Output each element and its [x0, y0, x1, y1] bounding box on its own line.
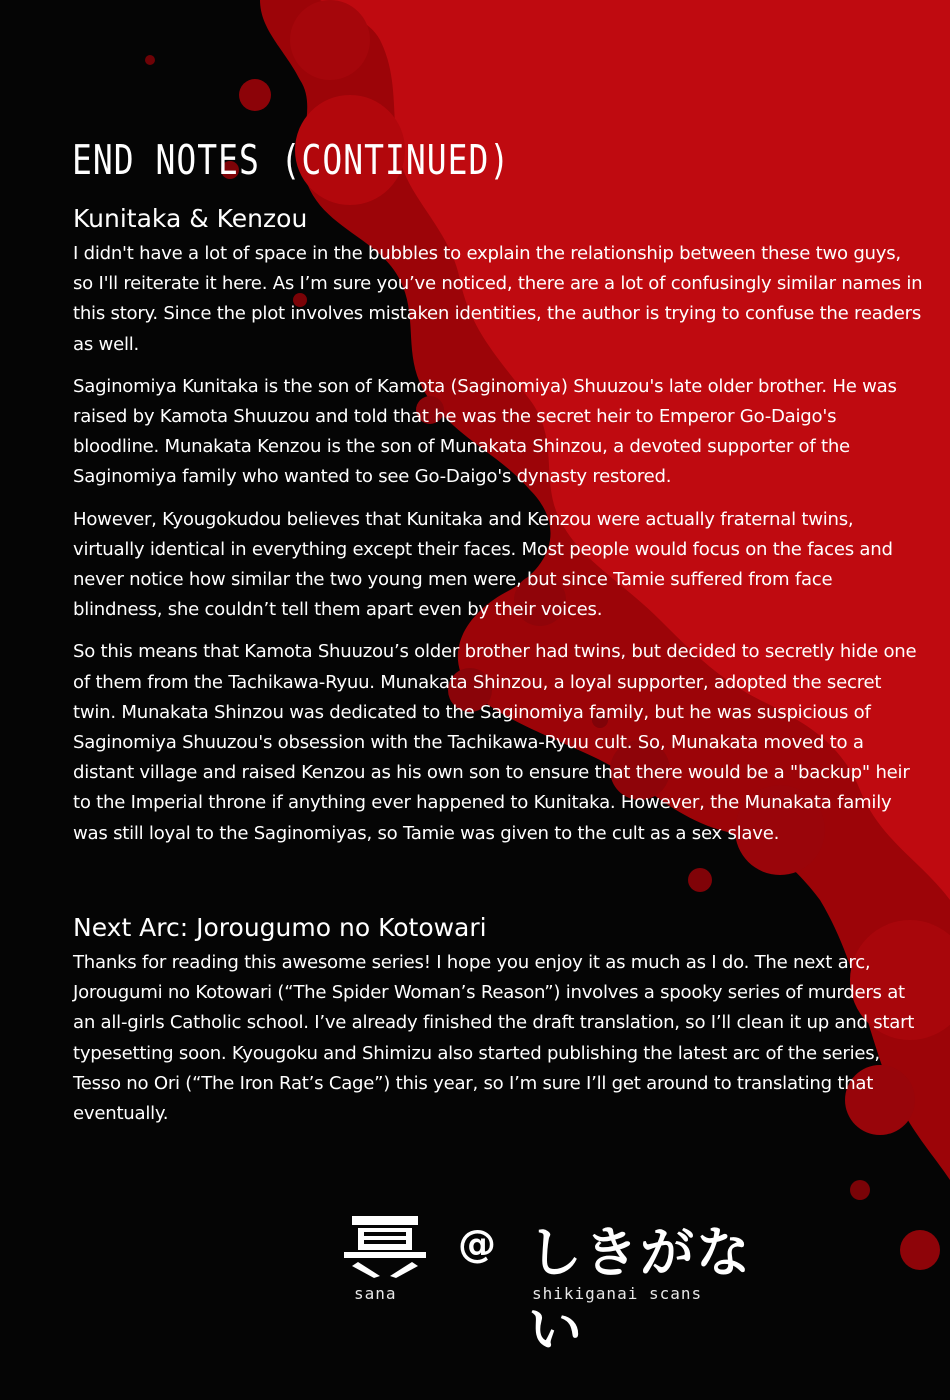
blood-drop [688, 868, 712, 892]
paragraph: However, Kyougokudou believes that Kunitaka and Kenzou were actually fraternal twins, virtually identical in everything except their faces. Most people would focus on the faces and never notice how similar the two young men were, but since Tamie suffered from face blindness, she couldn’t tell them apart even by their voices. [73, 508, 893, 621]
blood-drop [850, 1180, 870, 1200]
blood-drop [145, 55, 155, 65]
paragraph: I didn't have a lot of space in the bubbles to explain the relationship between these two guys, so I'll reiterate it here. As I’m sure you’ve noticed, there are a lot of confusingly similar names in this story. Since the plot involves mistaken identities, the author is trying to confuse the readers as well. [73, 243, 923, 355]
page-title: END NOTES (CONTINUED) [72, 135, 511, 184]
blood-drop [290, 0, 370, 80]
section-heading: Kunitaka & Kenzou [73, 204, 308, 233]
credits [340, 1210, 800, 1361]
section-heading: Next Arc: Jorougumo no Kotowari [73, 913, 487, 942]
group-logo: しきがない [528, 1221, 752, 1361]
translator-name: sana [354, 1284, 397, 1303]
blood-drop [900, 1230, 940, 1270]
group-name: shikiganai scans [532, 1284, 703, 1303]
paragraph: Thanks for reading this awesome series! I hope you enjoy it as much as I do. The next arc, Jorougumi no Kotowari (“The Spider Woman’s Reason”) involves a spooky series of murders at an all-girls Catholic school. I’ve already finished the draft translation, so I’ll clean it up and start typesetting soon. Kyougoku and Shimizu also started publishing the latest arc of the series, Tesso no Ori (“The Iron Rat’s Cage”) this year, so I’m sure I’ll get around to translating that eventually. [73, 952, 915, 1125]
translator-logo-icon [340, 1210, 430, 1280]
blood-drop [239, 79, 271, 111]
paragraph: Saginomiya Kunitaka is the son of Kamota (Saginomiya) Shuuzou's late older brother. He was raised by Kamota Shuuzou and told that he was the secret heir to Emperor Go-Daigo's bloodline. Munakata Kenzou is the son of Munakata Shinzou, a devoted supporter of the Saginomiya family who wanted to see Go-Daigo's dynasty restored. [73, 375, 897, 488]
paragraph: So this means that Kamota Shuuzou’s older brother had twins, but decided to secretly hide one of them from the Tachikawa-Ryuu. Munakata Shinzou, a loyal supporter, adopted the secret twin. Munakata Shinzou was dedicated to the Saginomiya family, but he was suspicious of Saginomiya Shuuzou's obsession with the Tachikawa-Ryuu cult. So, Munakata moved to a distant village and raised Kenzou as his own son to ensure that there would be a "backup" heir to the Imperial throne if anything ever happened to Kunitaka. However, the Munakata family was still loyal to the Saginomiyas, so Tamie was given to the cult as a sex slave. [73, 641, 917, 844]
at-sign: @ [458, 1222, 496, 1266]
section-next-arc [73, 912, 923, 1141]
section-kunitaka-kenzou [73, 203, 923, 861]
